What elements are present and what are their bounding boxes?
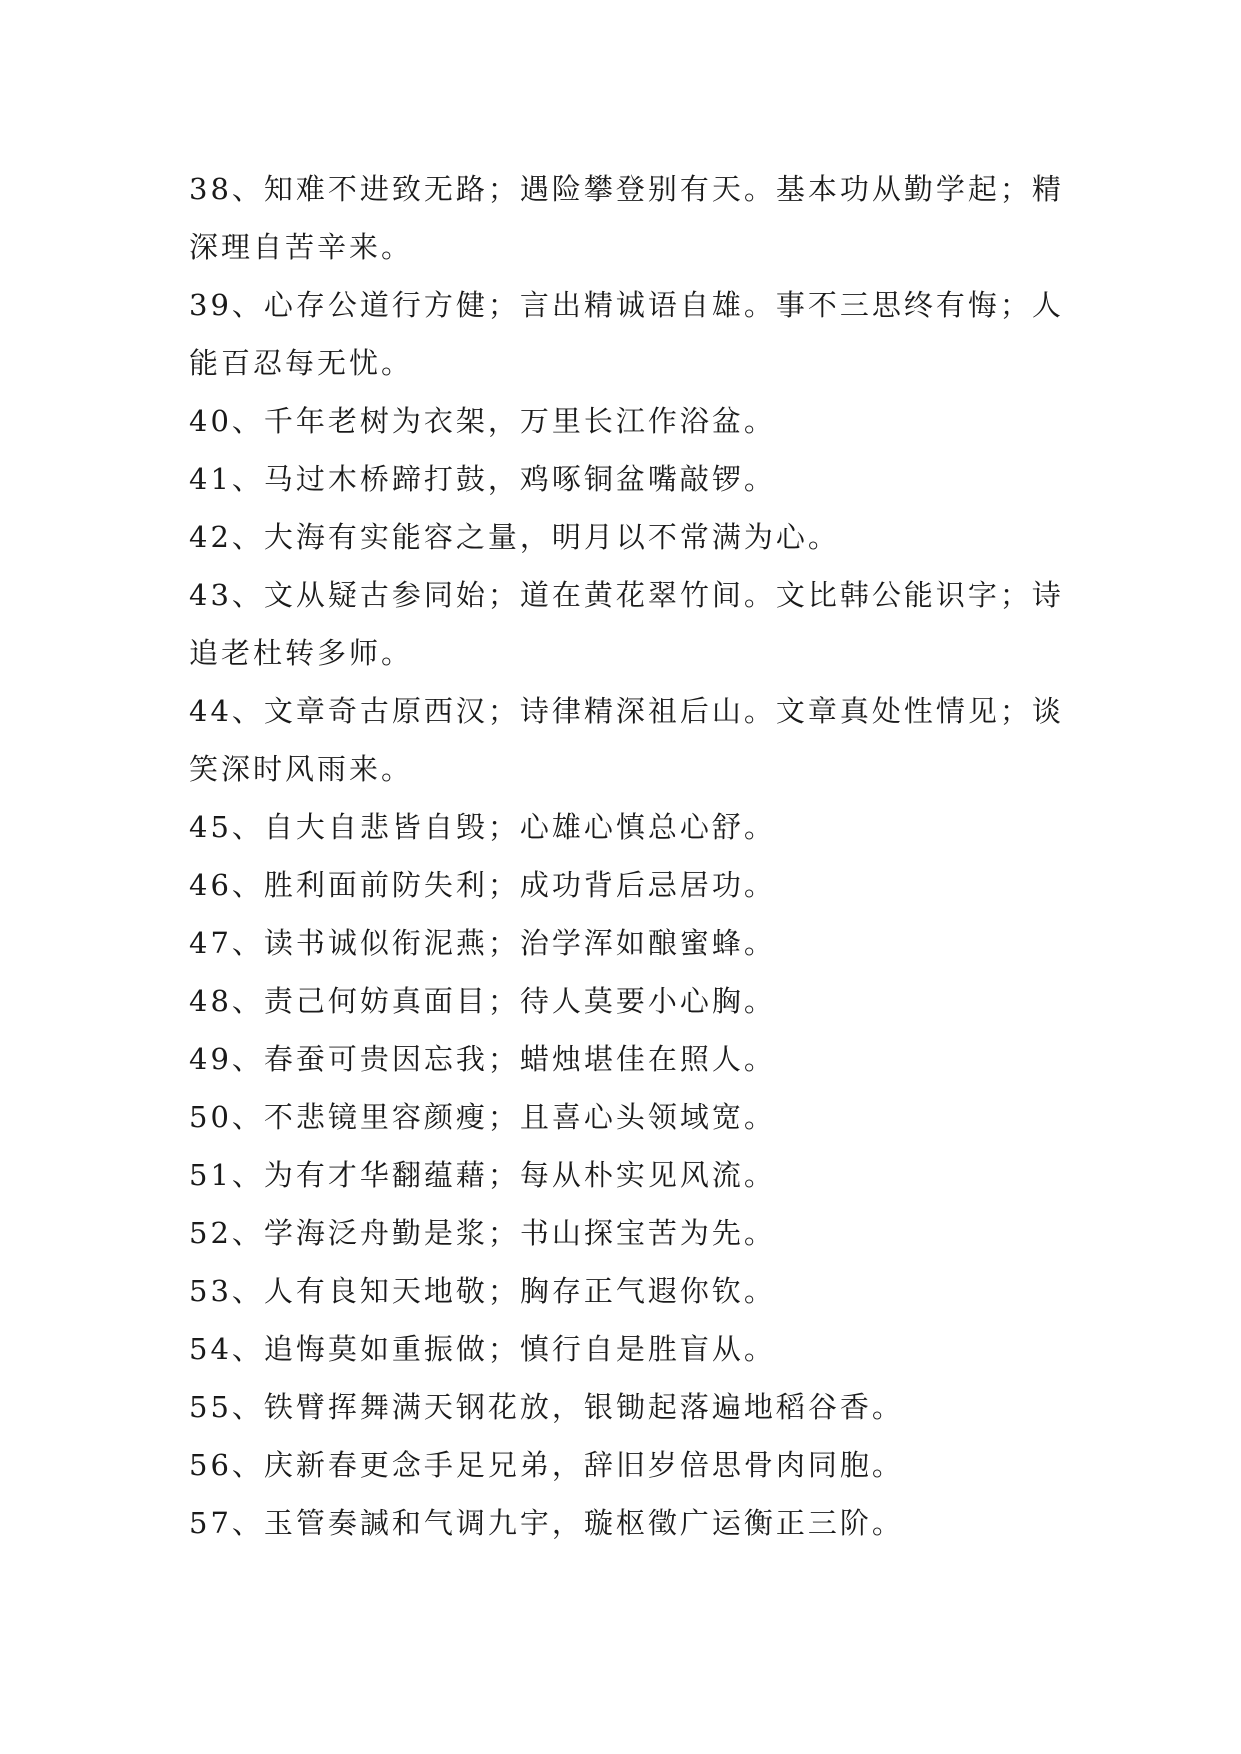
couplet-entry-42: 42、大海有实能容之量，明月以不常满为心。 [189, 520, 840, 554]
couplet-entry-50: 50、不悲镜里容颜瘦；且喜心头领域宽。 [189, 1100, 776, 1134]
couplet-entry-55: 55、铁臂挥舞满天钢花放，银锄起落遍地稻谷香。 [189, 1390, 904, 1424]
couplet-entry-54: 54、追悔莫如重振做；慎行自是胜盲从。 [189, 1332, 776, 1366]
couplet-entry-47: 47、读书诚似衔泥燕；治学浑如酿蜜蜂。 [189, 926, 776, 960]
couplet-entry-46: 46、胜利面前防失利；成功背后忌居功。 [189, 868, 776, 902]
couplet-entry-44: 44、文章奇古原西汉；诗律精深祖后山。文章真处性情见；谈笑深时风雨来。 [189, 694, 1064, 786]
couplet-entry-45: 45、自大自悲皆自毁；心雄心慎总心舒。 [189, 810, 776, 844]
couplet-entry-52: 52、学海泛舟勤是浆；书山探宝苦为先。 [189, 1216, 776, 1250]
couplet-entry-43: 43、文从疑古参同始；道在黄花翠竹间。文比韩公能识字；诗追老杜转多师。 [189, 578, 1064, 670]
couplet-entry-53: 53、人有良知天地敬；胸存正气遐你钦。 [189, 1274, 776, 1308]
couplet-entry-48: 48、责己何妨真面目；待人莫要小心胸。 [189, 984, 776, 1018]
couplet-entry-39: 39、心存公道行方健；言出精诚语自雄。事不三思终有悔；人能百忍每无忧。 [189, 288, 1064, 380]
couplet-entry-40: 40、千年老树为衣架，万里长江作浴盆。 [189, 404, 776, 438]
couplet-entry-38: 38、知难不进致无路；遇险攀登别有天。基本功从勤学起；精深理自苦辛来。 [189, 172, 1064, 264]
couplet-list [189, 160, 1079, 1552]
couplet-entry-41: 41、马过木桥蹄打鼓，鸡啄铜盆嘴敲锣。 [189, 462, 776, 496]
couplet-entry-56: 56、庆新春更念手足兄弟，辞旧岁倍思骨肉同胞。 [189, 1448, 904, 1482]
couplet-entry-49: 49、春蚕可贵因忘我；蜡烛堪佳在照人。 [189, 1042, 776, 1076]
couplet-entry-57: 57、玉管奏諴和气调九宇，璇枢徵广运衡正三阶。 [189, 1506, 904, 1540]
couplet-entry-51: 51、为有才华翻蕴藉；每从朴实见风流。 [189, 1158, 776, 1192]
